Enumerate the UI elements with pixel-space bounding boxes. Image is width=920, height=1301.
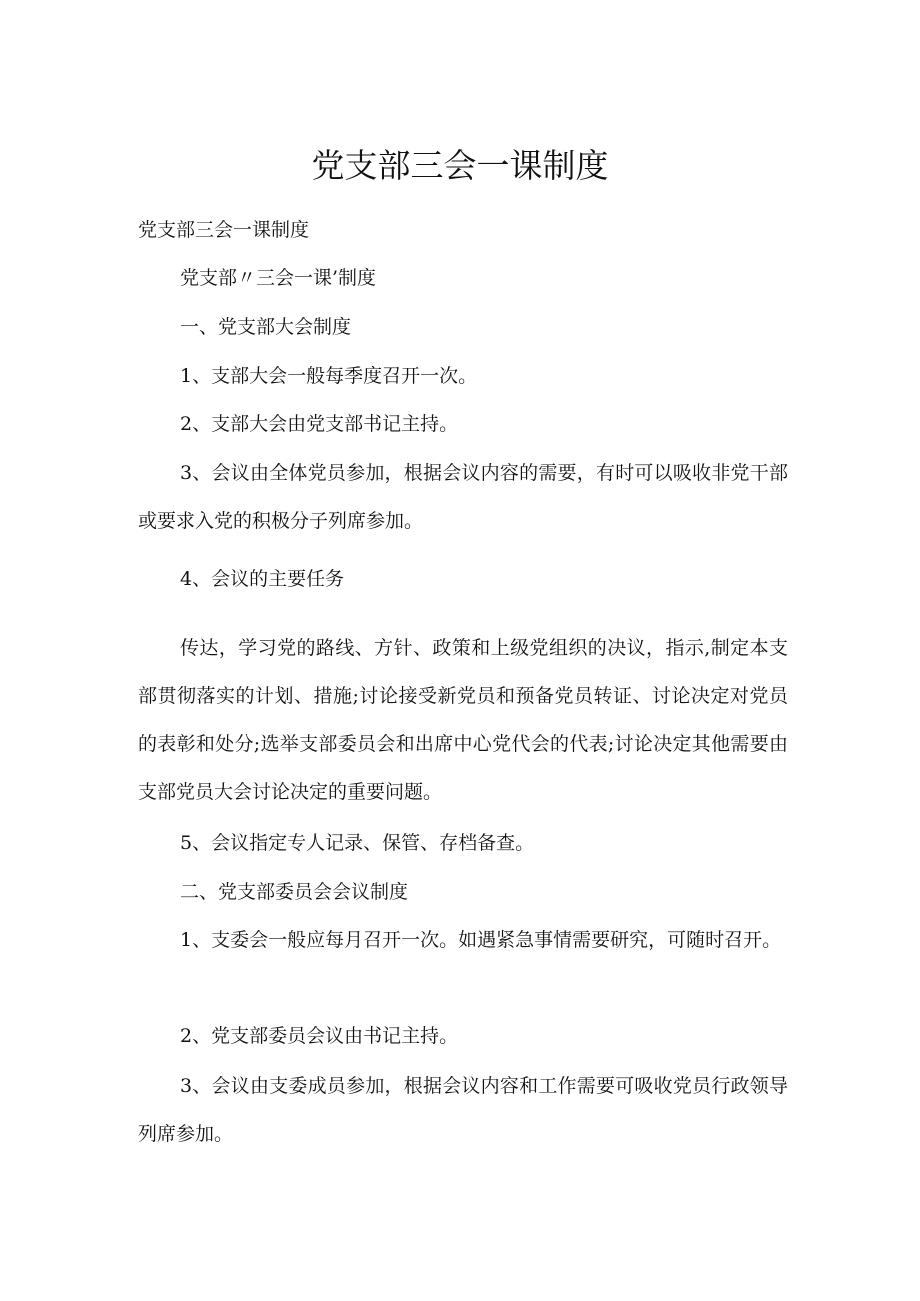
- paragraph-heading: 党支部〃三会一课’制度: [180, 267, 377, 289]
- paragraph: 3、会议由全体党员参加，根据会议内容的需要，有时可以吸收非党干部或要求入党的积极分子列席参加。: [138, 462, 788, 532]
- paragraph-subtitle: 党支部三会一课制度: [138, 219, 310, 241]
- paragraph: 1、支部大会一般每季度召开一次。: [180, 365, 478, 387]
- paragraph: 1、支委会一般应每月召开一次。如遇紧急事情需要研究，可随时召开。: [180, 929, 782, 951]
- section-heading-2: 二、党支部委员会会议制度: [180, 881, 409, 903]
- paragraph: 4、会议的主要任务: [180, 568, 345, 590]
- paragraph: 2、党支部委员会议由书记主持。: [180, 1025, 459, 1047]
- paragraph: 5、会议指定专人记录、保管、存档备查。: [180, 832, 535, 854]
- paragraph: 传达，学习党的路线、方针、政策和上级党组织的决议，指示,制定本支部贯彻落实的计划、措施;讨论接受新党员和预备党员转证、讨论决定对党员的表彰和处分;选举支部委员会和出席中心党代会的代表;讨论决定其他需要由支部党员大会讨论决定的重要问题。: [138, 637, 788, 803]
- document-title: 党支部三会一课制度: [311, 146, 609, 185]
- section-heading-1: 一、党支部大会制度: [180, 316, 352, 338]
- paragraph: 2、支部大会由党支部书记主持。: [180, 413, 459, 435]
- paragraph: 3、会议由支委成员参加，根据会议内容和工作需要可吸收党员行政领导列席参加。: [138, 1075, 788, 1145]
